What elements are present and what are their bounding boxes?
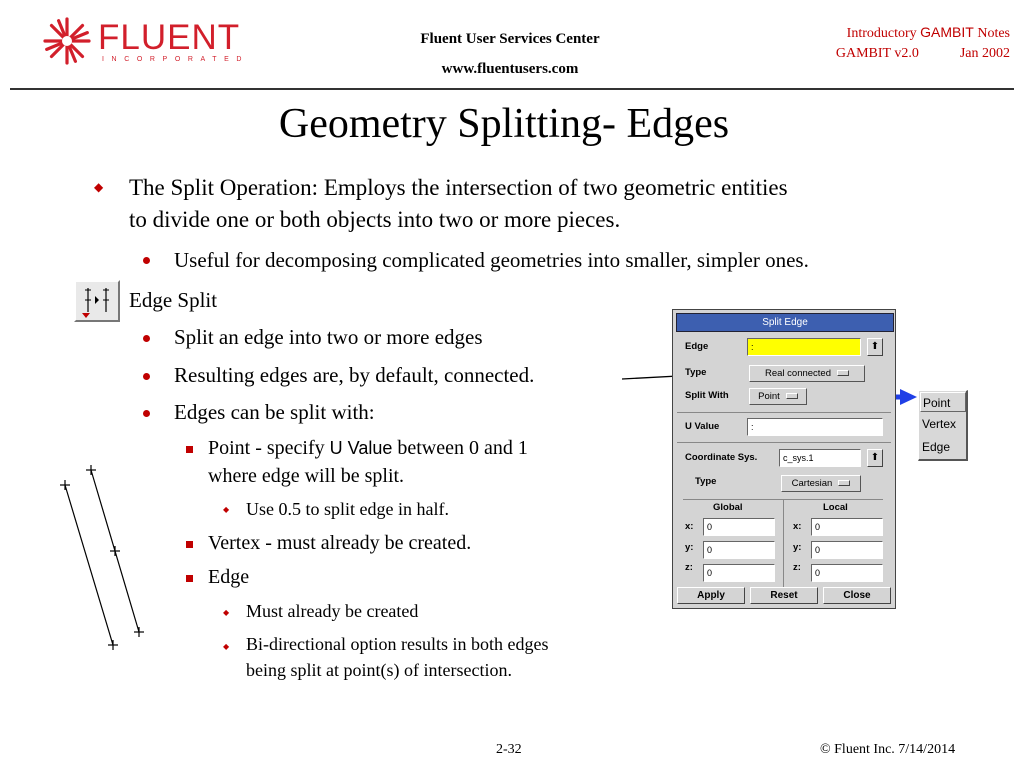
bullet-bidirectional-line2: being split at point(s) of intersection. xyxy=(246,660,512,680)
split-with-options-menu xyxy=(918,390,968,461)
bullet-vertex: Vertex - must already be created. xyxy=(208,532,472,554)
global-y-input[interactable]: 0 xyxy=(703,541,775,559)
dot-bullet-icon xyxy=(143,410,150,417)
bullet-split-operation-line1: The Split Operation: Employs the intersection of two geometric entities xyxy=(129,175,788,200)
coord-type-dropdown[interactable] xyxy=(781,475,861,492)
point-u-value: U Value xyxy=(329,438,393,458)
global-z-label: z: xyxy=(685,562,693,573)
fluent-logo xyxy=(42,16,250,68)
edge-split-heading: Edge Split xyxy=(129,288,218,312)
square-bullet-icon xyxy=(186,575,193,582)
split-with-dropdown[interactable] xyxy=(749,388,807,405)
header-version-line xyxy=(790,44,1010,64)
split-edges-sketch xyxy=(55,460,155,655)
bullet-split-operation-line2: to divide one or both objects into two or more pieces. xyxy=(129,207,621,232)
header-right xyxy=(790,22,1010,64)
type-label: Type xyxy=(685,367,707,378)
dot-bullet-icon xyxy=(143,373,150,380)
edge-split-tool-icon[interactable] xyxy=(74,280,120,322)
bullet-split-edge: Split an edge into two or more edges xyxy=(174,325,483,349)
small-diamond-bullet-icon: ◆ xyxy=(223,642,230,651)
coord-sys-value: c_sys.1 xyxy=(783,453,814,463)
local-x-label: x: xyxy=(793,521,802,532)
menu-item-point[interactable]: Point xyxy=(920,392,966,412)
diamond-bullet-icon: ◆ xyxy=(94,180,104,194)
coord-sys-pick-arrow-icon[interactable]: ⬆ xyxy=(867,449,883,467)
copyright: © Fluent Inc. 7/14/2014 xyxy=(820,742,956,757)
close-button[interactable]: Close xyxy=(823,587,891,604)
bullet-decomposing: Useful for decomposing complicated geometries into smaller, simpler ones. xyxy=(174,248,809,272)
apply-button[interactable]: Apply xyxy=(677,587,745,604)
bullet-bidirectional-line1: Bi-directional option results in both edges xyxy=(246,634,549,654)
global-y-label: y: xyxy=(685,542,694,553)
local-y-input[interactable]: 0 xyxy=(811,541,883,559)
header-course xyxy=(790,22,1010,44)
header-center-line1: Fluent User Services Center xyxy=(420,31,600,47)
page-number: 2-32 xyxy=(496,742,522,757)
bullet-point-line2: where edge will be split. xyxy=(208,465,405,487)
fluent-star-icon xyxy=(42,16,92,66)
local-z-label: z: xyxy=(793,562,801,573)
header-course-a: Introductory xyxy=(846,26,917,41)
bullet-must-exist: Must already be created xyxy=(246,601,419,621)
u-value-label: U Value xyxy=(685,421,720,432)
split-with-label: Split With xyxy=(685,390,729,401)
coord-sys-input[interactable] xyxy=(779,449,861,467)
dot-bullet-icon xyxy=(143,335,150,342)
menu-item-vertex[interactable]: Vertex xyxy=(922,417,957,431)
coord-sys-label: Coordinate Sys. xyxy=(685,452,758,463)
bullet-point-line1 xyxy=(208,434,528,462)
coord-type-value: Cartesian xyxy=(791,478,833,489)
header-center xyxy=(360,24,660,84)
local-x-input[interactable]: 0 xyxy=(811,518,883,536)
bullet-half: Use 0.5 to split edge in half. xyxy=(246,499,449,519)
edge-input[interactable]: : xyxy=(747,338,861,356)
local-z-input[interactable]: 0 xyxy=(811,564,883,582)
coord-type-label: Type xyxy=(695,476,717,487)
bullet-edge: Edge xyxy=(208,566,250,588)
reset-button[interactable]: Reset xyxy=(750,587,818,604)
vertical-divider xyxy=(783,499,784,587)
header-divider xyxy=(10,88,1014,90)
bullet-resulting-edges: Resulting edges are, by default, connected. xyxy=(174,363,535,387)
dot-bullet-icon xyxy=(143,257,150,264)
type-dropdown[interactable] xyxy=(749,365,865,382)
split-with-value: Point xyxy=(758,391,780,402)
header-course-c: Notes xyxy=(977,26,1010,41)
small-diamond-bullet-icon: ◆ xyxy=(223,608,230,617)
dialog-title: Split Edge xyxy=(676,313,894,332)
local-label: Local xyxy=(823,502,848,513)
header-version: GAMBIT v2.0 xyxy=(835,46,919,61)
global-label: Global xyxy=(713,502,743,513)
square-bullet-icon xyxy=(186,541,193,548)
divider xyxy=(677,412,891,413)
local-y-label: y: xyxy=(793,542,802,553)
brand-subtitle: INCORPORATED xyxy=(102,56,250,63)
point-text-a: Point - specify xyxy=(208,437,325,459)
small-diamond-bullet-icon: ◆ xyxy=(223,505,230,514)
brand-name: FLUENT xyxy=(98,18,241,57)
header-date: Jan 2002 xyxy=(959,46,1010,61)
edge-label: Edge xyxy=(685,341,709,352)
bullet-edges-split-with: Edges can be split with: xyxy=(174,400,375,424)
type-dropdown-value: Real connected xyxy=(764,368,832,379)
u-value-input[interactable]: : xyxy=(747,418,883,436)
square-bullet-icon xyxy=(186,446,193,453)
menu-item-edge[interactable]: Edge xyxy=(922,440,951,454)
global-x-label: x: xyxy=(685,521,694,532)
global-x-input[interactable]: 0 xyxy=(703,518,775,536)
divider xyxy=(677,442,891,443)
split-edge-dialog xyxy=(672,309,896,609)
slide-title: Geometry Splitting- Edges xyxy=(278,101,730,147)
header-course-b: GAMBIT xyxy=(920,24,974,40)
edge-pick-arrow-icon[interactable]: ⬆ xyxy=(867,338,883,356)
header-center-line2: www.fluentusers.com xyxy=(441,61,579,77)
point-text-c: between 0 and 1 xyxy=(397,437,528,459)
global-z-input[interactable]: 0 xyxy=(703,564,775,582)
